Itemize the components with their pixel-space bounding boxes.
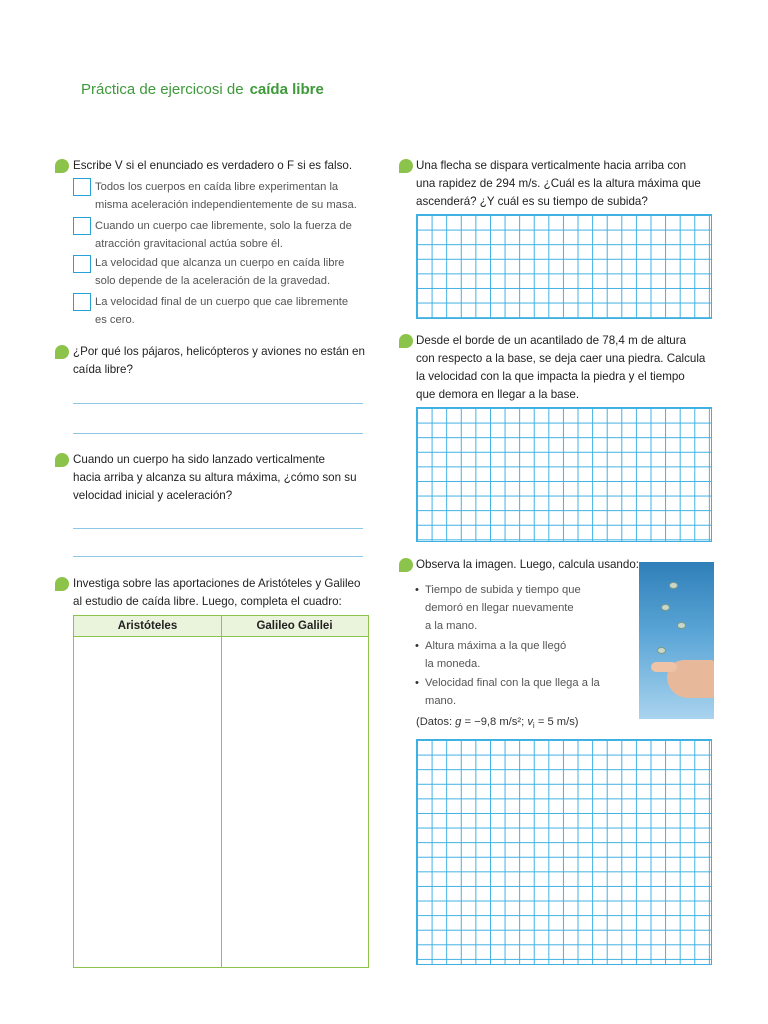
checkbox-3[interactable] xyxy=(73,255,91,273)
table-header-aristoteles: Aristóteles xyxy=(74,616,221,637)
checkbox-2[interactable] xyxy=(73,217,91,235)
question-3: Cuando un cuerpo ha sido lanzado verticalmente hacia arriba y alcanza su altura máxima, ¿cómo son su velocidad inicial y aceleración? xyxy=(73,453,357,502)
bullet-dot-icon: • xyxy=(415,677,419,689)
question-2: ¿Por qué los pájaros, helicópteros y aviones no están en caída libre? xyxy=(73,345,365,376)
bullet-item-2: • Altura máxima a la que llegó la moneda. xyxy=(425,637,566,673)
bullet-dot-icon: • xyxy=(415,640,419,652)
table-column-divider xyxy=(221,616,222,967)
statement-2: Cuando un cuerpo cae libremente, solo la fuerza de atracción gravitacional actúa sobre él. xyxy=(95,220,352,250)
bullet-item-3: • Velocidad final con la que llega a la mano. xyxy=(425,674,600,710)
coin-icon xyxy=(657,647,666,654)
table-header-galileo: Galileo Galilei xyxy=(221,616,368,637)
question-6: Desde el borde de un acantilado de 78,4 m de altura con respecto a la base, se deja caer una piedra. Calcula la velocidad con la que impacta la piedra y el tiempo que demora en llegar a la base. xyxy=(416,334,706,401)
statement-1: Todos los cuerpos en caída libre experimentan la misma aceleración independientemente de su masa. xyxy=(95,181,357,211)
leaf-bullet-icon xyxy=(399,334,413,348)
title-prefix: Práctica de ejercicosi de xyxy=(81,81,244,98)
coin-icon xyxy=(661,604,670,611)
coin-icon xyxy=(677,622,686,629)
leaf-bullet-icon xyxy=(55,453,69,467)
given-data: (Datos: g = −9,8 m/s²; $v_i = 5$ m/s) xyxy=(416,716,579,731)
answer-grid[interactable] xyxy=(416,739,712,965)
answer-line[interactable] xyxy=(73,433,363,434)
bullet-item-1: • Tiempo de subida y tiempo que demoró en llegar nuevamente a la mano. xyxy=(425,581,581,635)
leaf-bullet-icon xyxy=(55,159,69,173)
statement-4: La velocidad final de un cuerpo que cae libremente es cero. xyxy=(95,296,349,326)
answer-line[interactable] xyxy=(73,556,363,557)
bullet-dot-icon: • xyxy=(415,584,419,596)
question-1-prompt: Escribe V si el enunciado es verdadero o F si es falso. xyxy=(73,159,353,172)
leaf-bullet-icon xyxy=(399,558,413,572)
answer-line[interactable] xyxy=(73,403,363,404)
coin-icon xyxy=(669,582,678,589)
question-7-prompt: Observa la imagen. Luego, calcula usando: xyxy=(416,558,639,571)
statement-3: La velocidad que alcanza un cuerpo en caída libre solo depende de la aceleración de la gravedad. xyxy=(95,257,345,287)
question-5: Una flecha se dispara verticalmente hacia arriba con una rapidez de 294 m/s. ¿Cuál es la altura máxima que ascenderá? ¿Y cuál es su tiempo de subida? xyxy=(416,159,701,208)
page-title xyxy=(81,81,324,98)
leaf-bullet-icon xyxy=(55,345,69,359)
checkbox-4[interactable] xyxy=(73,293,91,311)
hand-thumb xyxy=(651,662,677,672)
answer-line[interactable] xyxy=(73,528,363,529)
question-4: Investiga sobre las aportaciones de Aristóteles y Galileo al estudio de caída libre. Luego, completa el cuadro: xyxy=(73,577,361,608)
comparison-table xyxy=(73,615,369,968)
leaf-bullet-icon xyxy=(55,577,69,591)
leaf-bullet-icon xyxy=(399,159,413,173)
checkbox-1[interactable] xyxy=(73,178,91,196)
answer-grid[interactable] xyxy=(416,407,712,542)
coin-toss-photo xyxy=(639,562,714,719)
title-emphasis: caída libre xyxy=(249,81,324,98)
answer-grid[interactable] xyxy=(416,214,712,319)
